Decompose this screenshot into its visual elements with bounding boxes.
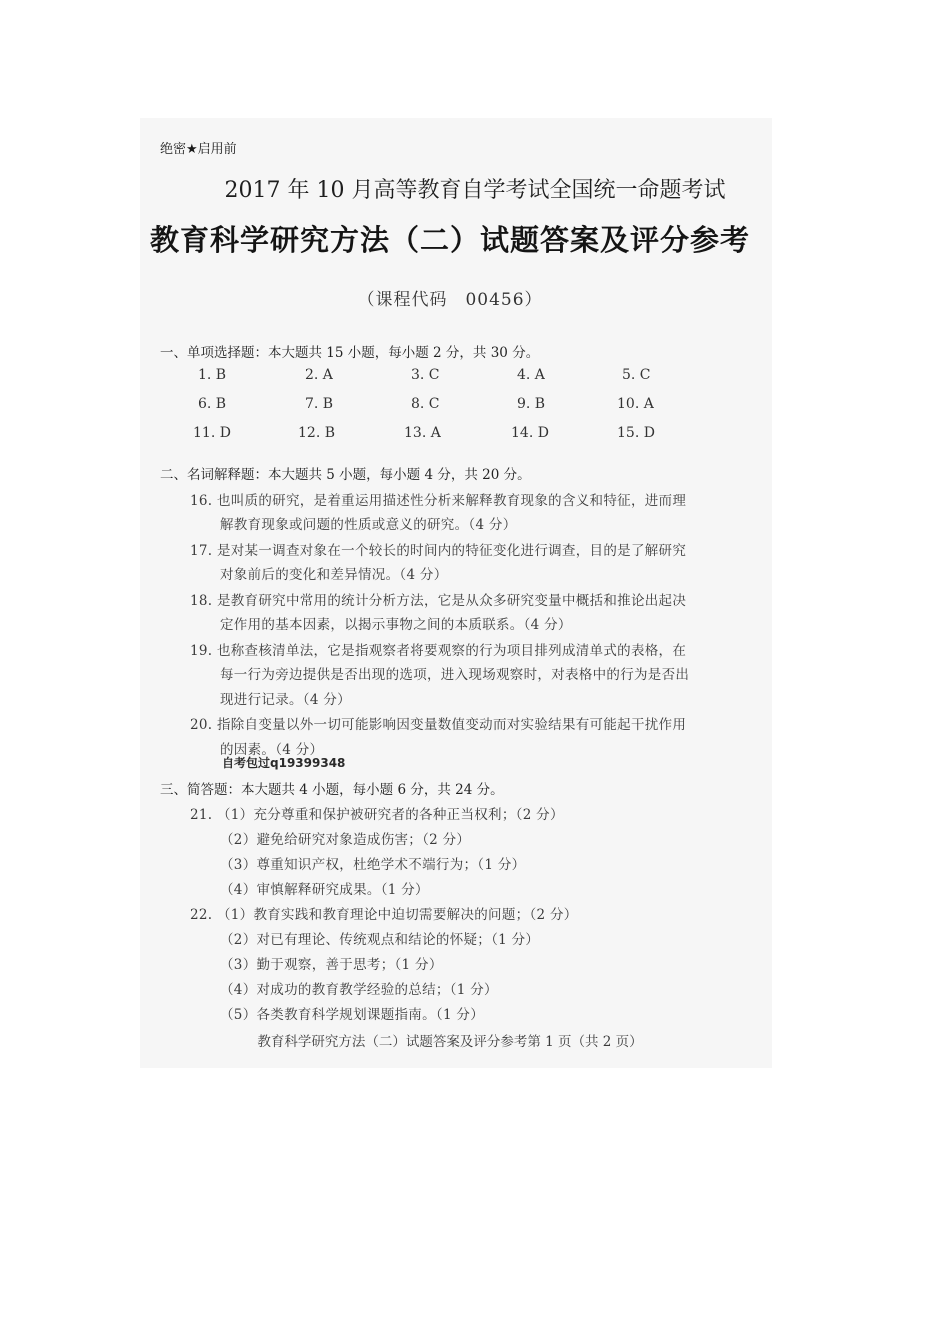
q21-point-3: （3）尊重知识产权，杜绝学术不端行为；（1 分）: [220, 857, 526, 873]
term-20-line1: 20. 指除自变量以外一切可能影响因变量数值变动而对实验结果有可能起干扰作用: [190, 717, 687, 733]
answer-15: 15. D: [617, 425, 655, 441]
watermark-text: 自考包过q19399348: [222, 756, 346, 770]
page-footer: 教育科学研究方法（二）试题答案及评分参考第 1 页（共 2 页）: [257, 1034, 643, 1050]
answer-8: 8. C: [411, 396, 440, 412]
q21-point-1: 21. （1）充分尊重和保护被研究者的各种正当权利；（2 分）: [190, 807, 564, 823]
term-19-line1: 19. 也称查核清单法，它是指观察者将要观察的行为项目排列成清单式的表格，在: [190, 643, 687, 659]
term-17-line2: 对象前后的变化和差异情况。（4 分）: [220, 567, 448, 583]
page-title: 教育科学研究方法（二）试题答案及评分参考: [149, 223, 750, 257]
answer-7: 7. B: [305, 396, 334, 412]
answer-2: 2. A: [305, 367, 333, 383]
answer-9: 9. B: [517, 396, 546, 412]
term-18-line1: 18. 是教育研究中常用的统计分析方法，它是从众多研究变量中概括和推论出起决: [190, 593, 687, 609]
term-20-line2: 的因素。（4 分）: [220, 742, 324, 758]
answer-3: 3. C: [411, 367, 440, 383]
term-19-line2: 每一行为旁边提供是否出现的选项，进入现场观察时，对表格中的行为是否出: [220, 667, 690, 683]
answer-1: 1. B: [198, 367, 227, 383]
term-16-line2: 解教育现象或问题的性质或意义的研究。（4 分）: [220, 517, 517, 533]
q22-point-5: （5）各类教育科学规划课题指南。（1 分）: [220, 1007, 485, 1023]
answer-5: 5. C: [622, 367, 651, 383]
answer-4: 4. A: [517, 367, 545, 383]
answer-6: 6. B: [198, 396, 227, 412]
q22-point-4: （4）对成功的教育教学经验的总结；（1 分）: [220, 982, 498, 998]
q21-point-4: （4）审慎解释研究成果。（1 分）: [220, 882, 429, 898]
q21-point-2: （2）避免给研究对象造成伤害；（2 分）: [220, 832, 471, 848]
q22-point-3: （3）勤于观察，善于思考；（1 分）: [220, 957, 443, 973]
answer-10: 10. A: [617, 396, 654, 412]
term-17-line1: 17. 是对某一调查对象在一个较长的时间内的特征变化进行调查，目的是了解研究: [190, 543, 687, 559]
q22-point-2: （2）对已有理论、传统观点和结论的怀疑；（1 分）: [220, 932, 540, 948]
answer-14: 14. D: [511, 425, 549, 441]
exam-subtitle: 2017 年 10 月高等教育自学考试全国统一命题考试: [224, 178, 726, 203]
answer-13: 13. A: [404, 425, 441, 441]
secret-mark: 绝密★启用前: [160, 142, 237, 157]
term-19-line3: 现进行记录。（4 分）: [220, 692, 351, 708]
term-16-line1: 16. 也叫质的研究，是着重运用描述性分析来解释教育现象的含义和特征，进而理: [190, 493, 687, 509]
section1-heading: 一、单项选择题：本大题共 15 小题，每小题 2 分，共 30 分。: [160, 345, 540, 361]
course-code: （课程代码 00456）: [357, 290, 543, 310]
section3-heading: 三、简答题：本大题共 4 小题，每小题 6 分，共 24 分。: [160, 782, 504, 798]
section2-heading: 二、名词解释题：本大题共 5 小题，每小题 4 分，共 20 分。: [160, 467, 531, 483]
answer-11: 11. D: [193, 425, 231, 441]
term-18-line2: 定作用的基本因素，以揭示事物之间的本质联系。（4 分）: [220, 617, 572, 633]
answer-12: 12. B: [298, 425, 336, 441]
q22-point-1: 22. （1）教育实践和教育理论中迫切需要解决的问题；（2 分）: [190, 907, 578, 923]
